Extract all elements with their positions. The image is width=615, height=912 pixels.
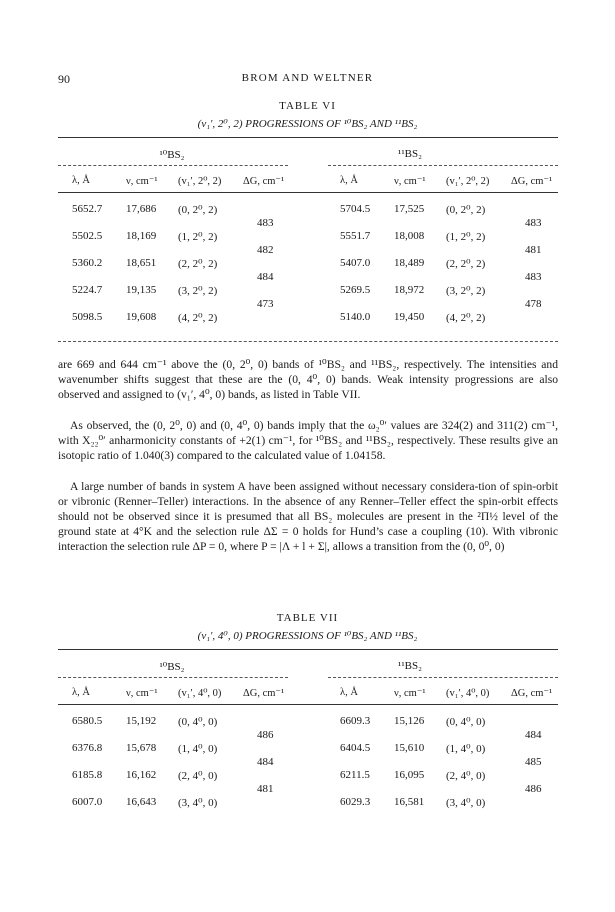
table-cell-delta-g: 485 xyxy=(525,755,542,768)
table-cell-v: (0, 4⁰, 0) xyxy=(446,716,486,728)
table-cell-nu: 19,135 xyxy=(126,284,157,296)
table-cell-lambda: 5140.0 xyxy=(340,311,371,323)
column-header: ν, cm⁻¹ xyxy=(394,688,426,699)
table-cell-delta-g: 483 xyxy=(525,216,542,229)
table-cell-nu: 17,525 xyxy=(394,203,425,215)
table-cell-nu: 19,450 xyxy=(394,311,425,323)
table-cell-lambda: 6185.8 xyxy=(72,769,103,781)
table-7-label: TABLE VII xyxy=(276,612,339,624)
table-cell-lambda: 5269.5 xyxy=(340,284,371,296)
table-cell-delta-g: 478 xyxy=(525,297,542,310)
table-cell-nu: 15,126 xyxy=(394,715,425,727)
table-cell-v: (3, 4⁰, 0) xyxy=(446,797,486,809)
paragraph-3: A large number of bands in system A have been assigned without necessary considera-tion of spin-orbit or vibronic (Renner–Teller) interactions. In the absence of any Renner–Teller effect the spin-orbit effects should not be observed since it is presumed that all BS₂ molecules are present in the ²Π½ level of the ground state at 4°K and the selection rule ΔΣ = 0 holds for Hund’s case a coupling (10). With vibronic interaction the selection rule ΔP = 0, where P = |Λ + l + Σ|, allows a transition from the (0, 0⁰, 0) xyxy=(58,480,558,554)
paragraph-1: are 669 and 644 cm⁻¹ above the (0, 2⁰, 0) bands of ¹⁰BS₂ and ¹¹BS₂, respectively. The intensities and wavenumber shifts suggest that these are the (0, 4⁰, 0) bands. Weak intensity progressions are also observed and assigned to (v₁′, 4⁰, 0) bands, as listed in Table VII. xyxy=(58,358,558,402)
table-cell-delta-g: 482 xyxy=(257,243,274,256)
table-cell-delta-g: 484 xyxy=(525,728,542,741)
column-header: (v₁′, 2⁰, 2) xyxy=(446,176,490,187)
table-6-group-rule-left xyxy=(58,165,288,166)
table-cell-v: (0, 4⁰, 0) xyxy=(178,716,218,728)
table-cell-nu: 18,169 xyxy=(126,230,157,242)
column-header: λ, Å xyxy=(72,687,90,698)
column-header: ν, cm⁻¹ xyxy=(126,176,158,187)
table-6-bottom-rule xyxy=(58,341,558,342)
table-cell-v: (2, 2⁰, 2) xyxy=(178,258,218,270)
table-cell-nu: 16,095 xyxy=(394,769,425,781)
table-cell-nu: 17,686 xyxy=(126,203,157,215)
table-cell-lambda: 5407.0 xyxy=(340,257,371,269)
table-cell-lambda: 5652.7 xyxy=(72,203,103,215)
column-header: (v₁′, 4⁰, 0) xyxy=(178,688,222,699)
table-cell-v: (0, 2⁰, 2) xyxy=(446,204,486,216)
table-cell-delta-g: 486 xyxy=(257,728,274,741)
table-cell-delta-g: 473 xyxy=(257,297,274,310)
table-6-label: TABLE VI xyxy=(279,100,336,112)
column-header: λ, Å xyxy=(72,175,90,186)
table-cell-v: (3, 2⁰, 2) xyxy=(178,285,218,297)
table-cell-delta-g: 483 xyxy=(525,270,542,283)
column-header: ΔG, cm⁻¹ xyxy=(511,688,553,699)
table-6-group-rule-right xyxy=(328,165,558,166)
column-header: (v₁′, 4⁰, 0) xyxy=(446,688,490,699)
table-cell-nu: 19,608 xyxy=(126,311,157,323)
table-cell-v: (4, 2⁰, 2) xyxy=(178,312,218,324)
column-header: (v₁′, 2⁰, 2) xyxy=(178,176,222,187)
running-head: BROM AND WELTNER xyxy=(241,72,374,84)
column-header: ν, cm⁻¹ xyxy=(126,688,158,699)
table-6-head-rule xyxy=(58,192,558,193)
table-cell-v: (2, 2⁰, 2) xyxy=(446,258,486,270)
table-cell-lambda: 6404.5 xyxy=(340,742,371,754)
column-header: ΔG, cm⁻¹ xyxy=(243,176,285,187)
table-cell-lambda: 5704.5 xyxy=(340,203,371,215)
table-7-head-rule xyxy=(58,704,558,705)
column-header: ΔG, cm⁻¹ xyxy=(243,688,285,699)
table-6-top-rule xyxy=(58,137,558,138)
table-cell-v: (2, 4⁰, 0) xyxy=(178,770,218,782)
table-cell-delta-g: 483 xyxy=(257,216,274,229)
table-cell-v: (2, 4⁰, 0) xyxy=(446,770,486,782)
table-7-group-rule-right xyxy=(328,677,558,678)
table-cell-lambda: 5551.7 xyxy=(340,230,371,242)
paragraph-2: As observed, the (0, 2⁰, 0) and (0, 4⁰, 0) bands imply that the ω₂⁰′ values are 324(2) and 311(2) cm⁻¹, with X₂₂⁰′ anharmonicity constants of +2(1) cm⁻¹, for ¹⁰BS₂ and ¹¹BS₂, respectively. These results give an isotopic ratio of 1.040(3) compared to the calculated value of 1.04158. xyxy=(58,419,558,463)
table-6-group-right: ¹¹BS₂ xyxy=(398,148,422,160)
table-cell-v: (4, 2⁰, 2) xyxy=(446,312,486,324)
table-cell-v: (0, 2⁰, 2) xyxy=(178,204,218,216)
table-cell-lambda: 6376.8 xyxy=(72,742,103,754)
table-cell-nu: 18,489 xyxy=(394,257,425,269)
table-cell-lambda: 5098.5 xyxy=(72,311,103,323)
table-cell-lambda: 6029.3 xyxy=(340,796,371,808)
table-cell-lambda: 5224.7 xyxy=(72,284,103,296)
table-cell-v: (3, 4⁰, 0) xyxy=(178,797,218,809)
table-cell-v: (1, 2⁰, 2) xyxy=(178,231,218,243)
table-cell-lambda: 5502.5 xyxy=(72,230,103,242)
table-7-group-left: ¹⁰BS₂ xyxy=(159,661,185,673)
table-cell-delta-g: 484 xyxy=(257,270,274,283)
table-cell-nu: 18,651 xyxy=(126,257,157,269)
table-7-group-rule-left xyxy=(58,677,288,678)
table-cell-lambda: 5360.2 xyxy=(72,257,103,269)
table-cell-delta-g: 481 xyxy=(257,782,274,795)
table-cell-nu: 16,643 xyxy=(126,796,157,808)
table-cell-delta-g: 486 xyxy=(525,782,542,795)
table-cell-nu: 16,162 xyxy=(126,769,157,781)
table-cell-v: (1, 4⁰, 0) xyxy=(178,743,218,755)
table-cell-nu: 15,192 xyxy=(126,715,157,727)
table-6-group-left: ¹⁰BS₂ xyxy=(159,149,185,161)
table-6-caption: (v₁′, 2⁰, 2) PROGRESSIONS OF ¹⁰BS₂ AND ¹¹BS₂ xyxy=(197,118,418,130)
table-cell-v: (1, 2⁰, 2) xyxy=(446,231,486,243)
table-cell-lambda: 6007.0 xyxy=(72,796,103,808)
column-header: ν, cm⁻¹ xyxy=(394,176,426,187)
table-cell-nu: 15,610 xyxy=(394,742,425,754)
table-cell-nu: 18,008 xyxy=(394,230,425,242)
table-cell-v: (3, 2⁰, 2) xyxy=(446,285,486,297)
table-cell-lambda: 6580.5 xyxy=(72,715,103,727)
table-cell-nu: 18,972 xyxy=(394,284,425,296)
table-cell-delta-g: 481 xyxy=(525,243,542,256)
table-cell-delta-g: 484 xyxy=(257,755,274,768)
table-cell-v: (1, 4⁰, 0) xyxy=(446,743,486,755)
column-header: ΔG, cm⁻¹ xyxy=(511,176,553,187)
table-cell-nu: 16,581 xyxy=(394,796,425,808)
table-7-group-right: ¹¹BS₂ xyxy=(398,660,422,672)
table-cell-lambda: 6211.5 xyxy=(340,769,370,781)
table-cell-lambda: 6609.3 xyxy=(340,715,371,727)
column-header: λ, Å xyxy=(340,175,358,186)
table-7-caption: (v₁′, 4⁰, 0) PROGRESSIONS OF ¹⁰BS₂ AND ¹¹BS₂ xyxy=(197,630,418,642)
page-number: 90 xyxy=(58,72,70,86)
column-header: λ, Å xyxy=(340,687,358,698)
table-7-top-rule xyxy=(58,649,558,650)
table-cell-nu: 15,678 xyxy=(126,742,157,754)
